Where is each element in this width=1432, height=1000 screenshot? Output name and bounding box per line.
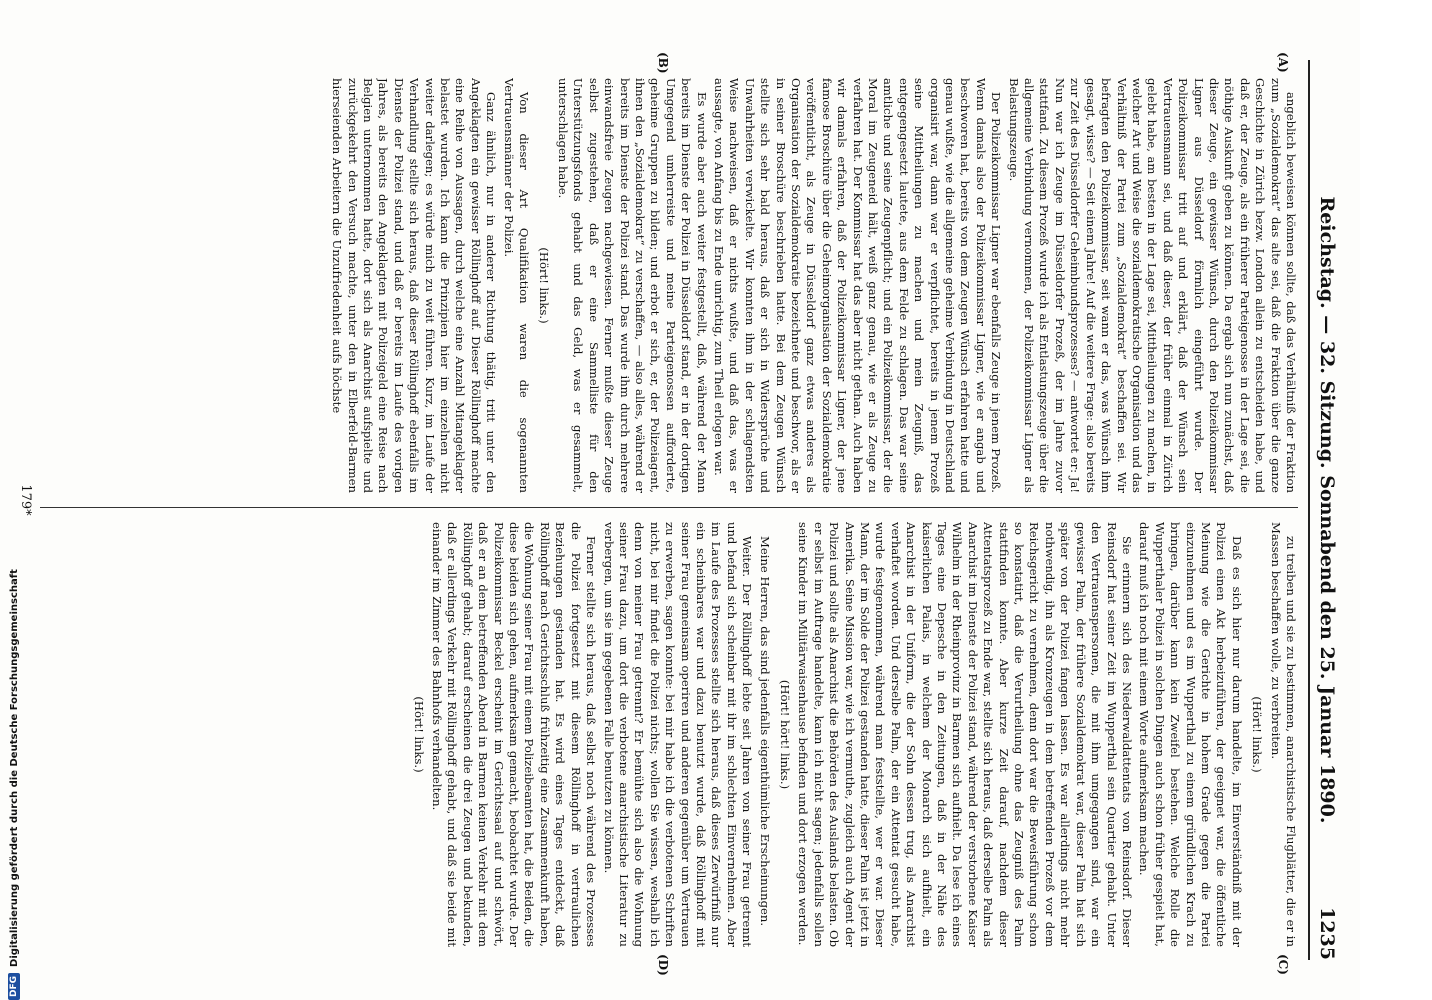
dfg-logo: DFG bbox=[8, 973, 20, 1000]
interjection: (Hört! links.) bbox=[537, 247, 552, 324]
header-title: Reichstag. — 32. Sitzung. Sonnabend den 25. Januar 1890. bbox=[1316, 196, 1338, 824]
paragraph: zu treiben und sie zu bestimmen, anarchistische Flugblätter, die er in Massen beschaffen wolle, zu verbreiten. bbox=[1268, 522, 1298, 947]
header-page-number: 1235 bbox=[1316, 907, 1338, 960]
interjection: (Hört! hört! links.) bbox=[778, 679, 792, 790]
page-mark: 179* bbox=[18, 484, 33, 516]
paragraph: Ferner stellte sich heraus, daß selbst noch während des Prozesses die Polizei fortgesetzt mit diesem Röllinghoff in vertraulichen Beziehungen gestanden hat. Es wird eines Tages entdeckt, daß Röllinghoff nach Gerichtsschluß frühzeitig eine Zusammenkunft haben, die Wohnung seiner Frau mit einem Polizeibeamten hat, die Beiden, die diese beiden sich gehen, aufmerksam gemacht, beobachtet wurde. Der Polizeikommissar Beckel erscheint im Gerichtssaal auf und schwört, daß er an dem betreffenden Abend in Barmen keinen Verkehr mit dem Röllinghoff gehabt; darauf erscheinen die drei Zeugen und bekunden, daß er allerdings Verkehr mit Röllinghoff gehabt, und daß sie beide mit einander im Zimmer des Bahnhofs verhandelten. bbox=[430, 522, 599, 947]
paragraph: Sie erinnern sich des Niederwaldattentats von Reinsdorf. Dieser Reinsdorf hat seiner Zeit im Wupperthal sein Quartier gehabt. Unter den Vertrauenspersonen, die mit ihm umgegangen sind, war ein gewisser Palm, der frühere Sozialdemokrat war, dieser Palm hat sich später von der Polizei fangen lassen. Es war allerdings nicht mehr nothwendig, ihn als Kronzeugen in dem betreffenden Prozeß vor dem Reichsgericht zu vernehmen, denn dort war die Beweisführung schon so konstatirt, daß die Verurtheilung ohne das Zeugniß des Palm stattfinden konnte. Aber kurze Zeit darauf, nachdem dieser Attentatsprozeß zu Ende war, stellte sich heraus, daß derselbe Palm als Anarchist im Dienste der Polizei stand, während der verstorbene Kaiser Wilhelm in der Rheinprovinz in Barmen sich aufhielt. Da lese ich eines Tages eine Depesche in den Zeitungen, daß in der Nähe des kaiserlichen Palais, in welchem der Monarch sich aufhielt, ein Anarchist in der Uniform, die der Sohn dessen trug, als Anarchist verhaftet worden. Und derselbe Palm, der ein Attentat gesucht habe, wurde festgenommen, während man feststellte, wer er war. Dieser Mann, der im Solde der Polizei gestanden hatte, dieser Palm ist jetzt in Amerika. Seine Mission war, wie ich vermuthe, zugleich auch Agent der Polizei und sollte als Anarchist die Behörden des Auslands belasten. Ob er selbst im Auftrage handelte, kann ich nicht sagen; jedenfalls sollen seine Kinder im Militärwaisenhause befinden und dort erzogen werden. bbox=[796, 522, 1134, 947]
page-header bbox=[1308, 60, 1338, 960]
paragraph: Daß es sich hier nur darum handelte, im Einverständniß mit der Polizei einen Akt herbeizuführen, der geeignet war, die öffentliche Meinung wie die Gerichte in hohem Grade gegen die Partei einzunehmen und es im Wupperthal zu einem gründlichen Krach zu bringen, darüber kann kein Zweifel bestehen. Welche Rolle die Wupperthaler Polizei in solchen Dingen auch schon früher gespielt hat, darauf muß ich noch mit einem Worte aufmerksam machen. bbox=[1137, 522, 1244, 947]
paragraph: Es wurde aber auch weiter festgestellt, daß, während der Mann bereits im Dienste der Polizei in Düsseldorf stand, er in der dortigen Umgegend umherreiste und meine Parteigenossen aufforderte, geheime Gruppen zu bilden; und erbot er sich, er, der Polizeiagent, ihnen den „Sozialdemokrat“ zu verschaffen, — also alles, während er bereits im Dienste der Polizei stand. Das wurde ihm durch mehrere einwandsfreie Zeugen nachgewiesen. Ferner mußte dieser Zeuge selbst zugestehen, daß er eine Sammelliste für den Unterstützungsfonds gehabt und das Geld, was er gesammelt, unterschlagen habe. bbox=[555, 78, 709, 493]
left-column bbox=[40, 78, 1298, 493]
paragraph: angeblich beweisen können sollte, daß das Verhältniß der Fraktion zum „Sozialdemokrat“ das alte sei, daß die Fraktion über die ganze Geschichte in Zürich bezw. London allein zu entscheiden habe, und daß er, der Zeuge, als ein früherer Parteigenosse in der Lage sei, die nöthige Auskunft geben zu können. Da ergab sich nun zunächst, daß dieser Zeuge, ein gewisser Wünsch, durch den Polizeikommissar Ligner aus Düsseldorf förmlich eingeführt wurde. Der Polizeikommissar tritt auf und erklärt, daß der Wünsch sein Vertrauensmann sei, und daß dieser, der früher einmal in Zürich gelebt habe, am besten in der Lage sei, Mittheilungen zu machen, in welcher Art und Weise die sozialdemokratische Organisation und das Verhältniß der Partei zum „Sozialdemokrat“ beschaffen sei. Wir befragten den Polizeikommissar, seit wann er das, was Wünsch ihm gesagt, wisse? — Seit einem Jahre! Auf die weitere Frage: also bereits zur Zeit des Düsseldorfer Geheimbundsprozesses? — antwortet er: Ja! Nun war ich Zeuge im Düsseldorfer Prozeß, der im Jahre zuvor stattfand. Zu diesem Prozeß wurde ich als Entlastungszeuge über die allgemeine Verbindung vernommen, der Polizeikommissar Ligner als Belastungszeuge. bbox=[1006, 78, 1298, 493]
paragraph: Ganz ähnlich, nur in anderer Richtung thätig, tritt unter den Angeklagten ein gewisser Röllinghoff auf. Dieser Röllinghoff machte eine Reihe von Aussagen, durch welche eine Anzahl Mitangeklagter belastet wurden. Ich kann die Prinzipien hier im einzelnen nicht weiter darlegen; es würde mich zu weit führen. Kurz, im Laufe der Verhandlung stellte sich heraus, daß dieser Röllinghoff ebenfalls im Dienste der Polizei stand, und daß er bereits im Laufe des vorigen Jahres, als bereits den Angeklagten mit Polizeigeld eine Reise nach Belgien unternommen hatte, dort sich als Anarchist aufspielte und zurückgekehrt den Versuch machte, unter den in Elberfeld-Barmen hierseienden Arbeitern die Unzufriedenheit aufs höchste bbox=[330, 78, 499, 493]
paragraph: Weiter. Der Röllinghoff lebte seit Jahren von seiner Frau getrennt und befand sich scheinbar mit ihr im schlechten Einvernehmen. Aber im Laufe des Prozesses stellte sich heraus, daß dieses Zerwürfniß nur ein scheinbares war und dazu benutzt wurde, daß Röllinghoff mit seiner Frau gemeinsam operiren und anderen gegenüber um Vertrauen zu erwerben, sagen konnte: bei mir habe ich die verbotenen Schriften nicht, bei mir findet die Polizei nichts; wollen Sie wissen, weshalb ich denn von meiner Frau getrennt? Er bemühte sich also die Wohnung seiner Frau dazu, um dort die verbotene anarchistische Literatur zu verbergen, um sie im gegebenen Falle benutzen zu können. bbox=[601, 522, 755, 947]
digitization-note: Digitalisierung gefördert durch die Deutsche Forschungsgemeinschaft bbox=[8, 569, 20, 967]
digitization-footer bbox=[4, 0, 24, 1000]
column-divider bbox=[40, 507, 1298, 508]
paragraph: Der Polizeikommissar Ligner war ebenfalls Zeuge in jenem Prozeß. Wenn damals also der Polizeikommissar Ligner, wie er angab und beschworen hat, bereits von dem Zeugen Wünsch erfahren hatte und genau wußte, wie die allgemeine geheime Verbindung in Deutschland organisirt war, dann war er verpflichtet, bereits in jenem Prozeß seine Mittheilungen zu machen und mein Zeugniß, das entgegengesetzt lautete, aus dem Felde zu schlagen. Das war seine amtliche und seine Zeugenpflicht; und ein Polizeikommissar, der die Moral im Zeugeneid hält, weiß ganz genau, wie er als Zeuge zu verfahren hat. Der Kommissar hat das aber nicht gethan. Auch haben wir damals erfahren, daß der Polizeikommissar Ligner, der jene famose Broschüre über die Geheimorganisation der Sozialdemokratie veröffentlicht, als Zeuge in Düsseldorf ganz etwas anderes als Organisation der Sozialdemokratie bezeichnete und beschwor, als er in seiner Broschüre beschrieben hatte. Bei dem Zeugen Wünsch stellte sich sehr bald heraus, daß er sich in Widersprüche und Unwahrheiten verwickelte. Wir konnten ihm in der schlagendsten Weise nachweisen, daß er nichts wußte, und daß das, was er aussagte, von Anfang bis zu Ende unrichtig, zum Theil erlogen war. bbox=[711, 78, 1004, 493]
margin-letter-b: (B) bbox=[656, 52, 670, 74]
interjection: (Hört! links.) bbox=[411, 696, 426, 773]
right-column bbox=[40, 522, 1298, 947]
interjection: (Hört! links.) bbox=[1250, 696, 1265, 773]
margin-letter-d: (D) bbox=[656, 954, 670, 976]
margin-letter-c: (C) bbox=[1276, 954, 1290, 975]
margin-letter-a: (A) bbox=[1276, 52, 1290, 73]
paragraph: Meine Herren, das sind jedenfalls eigenthümliche Erscheinungen. bbox=[757, 536, 772, 927]
paragraph: Von dieser Art Qualifikation waren die sogenannten Vertrauensmänner der Polizei. bbox=[501, 78, 532, 493]
